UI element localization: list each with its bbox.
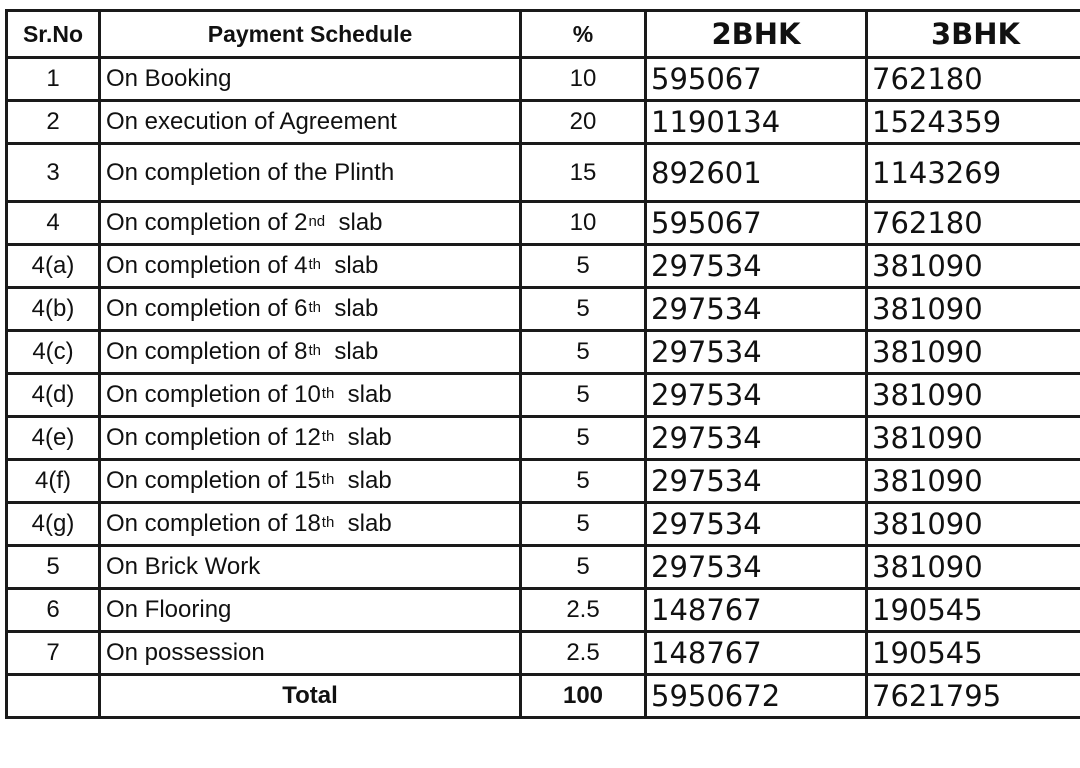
row-percent: 5 xyxy=(521,288,646,331)
schedule-suffix: slab xyxy=(347,510,392,537)
ordinal-suffix: nd xyxy=(308,213,326,230)
header-srno: Sr.No xyxy=(7,11,100,58)
row-2bhk-amount: 297534 xyxy=(646,288,867,331)
row-srno: 5 xyxy=(7,546,100,589)
schedule-text: On completion of 10 xyxy=(106,381,321,408)
table-row xyxy=(7,589,1080,632)
row-3bhk-amount: 1143269 xyxy=(867,144,1080,202)
ordinal-suffix: th xyxy=(321,514,335,531)
total-2bhk: 5950672 xyxy=(646,675,867,718)
total-srno-cell xyxy=(7,675,100,718)
row-srno: 4 xyxy=(7,202,100,245)
row-srno: 4(f) xyxy=(7,460,100,503)
schedule-text: On Brick Work xyxy=(106,553,261,580)
row-3bhk-amount: 190545 xyxy=(867,589,1080,632)
row-payment-schedule xyxy=(100,101,521,144)
schedule-suffix: slab xyxy=(338,209,383,236)
schedule-text: On completion of the Plinth xyxy=(106,158,395,186)
table-row xyxy=(7,58,1080,101)
table-row xyxy=(7,374,1080,417)
header-percent: % xyxy=(521,11,646,58)
row-payment-schedule xyxy=(100,58,521,101)
row-percent: 2.5 xyxy=(521,632,646,675)
table-row xyxy=(7,546,1080,589)
schedule-text: On Flooring xyxy=(106,596,232,623)
table-row xyxy=(7,288,1080,331)
row-percent: 5 xyxy=(521,460,646,503)
row-3bhk-amount: 381090 xyxy=(867,460,1080,503)
table-row xyxy=(7,331,1080,374)
row-payment-schedule xyxy=(100,546,521,589)
table-row xyxy=(7,503,1080,546)
ordinal-suffix: th xyxy=(308,342,321,359)
ordinal-suffix: th xyxy=(321,428,335,445)
row-srno: 4(e) xyxy=(7,417,100,460)
table-footer xyxy=(7,675,1080,718)
schedule-text: On execution of Agreement xyxy=(106,108,397,135)
row-percent: 5 xyxy=(521,503,646,546)
row-percent: 5 xyxy=(521,374,646,417)
schedule-suffix: slab xyxy=(334,295,379,322)
table-row xyxy=(7,632,1080,675)
schedule-text: On completion of 18 xyxy=(106,510,321,537)
header-3bhk: 3BHK xyxy=(867,11,1080,58)
row-percent: 5 xyxy=(521,245,646,288)
row-srno: 2 xyxy=(7,101,100,144)
schedule-text: On completion of 2 xyxy=(106,209,308,236)
payment-schedule-table xyxy=(5,9,1080,719)
table-row xyxy=(7,144,1080,202)
row-payment-schedule xyxy=(100,632,521,675)
row-payment-schedule xyxy=(100,503,521,546)
table-row xyxy=(7,417,1080,460)
header-row xyxy=(7,11,1080,58)
row-2bhk-amount: 595067 xyxy=(646,202,867,245)
table-row xyxy=(7,460,1080,503)
row-payment-schedule xyxy=(100,589,521,632)
table-body xyxy=(7,58,1080,675)
row-payment-schedule xyxy=(100,417,521,460)
row-payment-schedule xyxy=(100,288,521,331)
table-row xyxy=(7,101,1080,144)
header-2bhk: 2BHK xyxy=(646,11,867,58)
row-2bhk-amount: 297534 xyxy=(646,460,867,503)
ordinal-suffix: th xyxy=(308,299,321,316)
ordinal-suffix: th xyxy=(321,471,335,488)
row-3bhk-amount: 381090 xyxy=(867,417,1080,460)
total-percent: 100 xyxy=(521,675,646,718)
total-3bhk: 7621795 xyxy=(867,675,1080,718)
total-label: Total xyxy=(100,675,521,718)
row-2bhk-amount: 297534 xyxy=(646,245,867,288)
row-percent: 5 xyxy=(521,546,646,589)
row-percent: 20 xyxy=(521,101,646,144)
row-percent: 2.5 xyxy=(521,589,646,632)
table-row xyxy=(7,245,1080,288)
row-percent: 10 xyxy=(521,202,646,245)
row-3bhk-amount: 1524359 xyxy=(867,101,1080,144)
total-row xyxy=(7,675,1080,718)
row-3bhk-amount: 762180 xyxy=(867,202,1080,245)
row-srno: 7 xyxy=(7,632,100,675)
row-2bhk-amount: 1190134 xyxy=(646,101,867,144)
schedule-text: On possession xyxy=(106,639,265,666)
row-3bhk-amount: 381090 xyxy=(867,503,1080,546)
row-srno: 1 xyxy=(7,58,100,101)
row-2bhk-amount: 148767 xyxy=(646,589,867,632)
schedule-suffix: slab xyxy=(347,467,392,494)
row-srno: 6 xyxy=(7,589,100,632)
row-srno: 4(g) xyxy=(7,503,100,546)
schedule-text: On completion of 6 xyxy=(106,295,308,322)
row-2bhk-amount: 297534 xyxy=(646,546,867,589)
schedule-text: On completion of 15 xyxy=(106,467,321,494)
schedule-suffix: slab xyxy=(334,338,379,365)
row-3bhk-amount: 381090 xyxy=(867,374,1080,417)
row-3bhk-amount: 381090 xyxy=(867,331,1080,374)
row-srno: 4(b) xyxy=(7,288,100,331)
schedule-suffix: slab xyxy=(347,381,392,408)
row-2bhk-amount: 595067 xyxy=(646,58,867,101)
row-3bhk-amount: 381090 xyxy=(867,546,1080,589)
row-2bhk-amount: 148767 xyxy=(646,632,867,675)
row-srno: 4(d) xyxy=(7,374,100,417)
ordinal-suffix: th xyxy=(308,256,321,273)
row-2bhk-amount: 297534 xyxy=(646,374,867,417)
schedule-suffix: slab xyxy=(334,252,379,279)
row-srno: 4(a) xyxy=(7,245,100,288)
row-percent: 5 xyxy=(521,417,646,460)
row-payment-schedule xyxy=(100,144,521,202)
schedule-text: On Booking xyxy=(106,65,232,92)
schedule-text: On completion of 4 xyxy=(106,252,308,279)
row-payment-schedule xyxy=(100,245,521,288)
row-percent: 5 xyxy=(521,331,646,374)
row-payment-schedule xyxy=(100,202,521,245)
row-srno: 3 xyxy=(7,144,100,202)
row-payment-schedule xyxy=(100,331,521,374)
row-payment-schedule xyxy=(100,460,521,503)
row-srno: 4(c) xyxy=(7,331,100,374)
schedule-text: On completion of 8 xyxy=(106,338,308,365)
row-payment-schedule xyxy=(100,374,521,417)
row-3bhk-amount: 381090 xyxy=(867,245,1080,288)
header-payment-schedule: Payment Schedule xyxy=(100,11,521,58)
table-header xyxy=(7,11,1080,58)
row-percent: 15 xyxy=(521,144,646,202)
row-percent: 10 xyxy=(521,58,646,101)
schedule-suffix: slab xyxy=(347,424,392,451)
row-3bhk-amount: 381090 xyxy=(867,288,1080,331)
row-2bhk-amount: 297534 xyxy=(646,417,867,460)
row-2bhk-amount: 297534 xyxy=(646,503,867,546)
table-row xyxy=(7,202,1080,245)
row-2bhk-amount: 297534 xyxy=(646,331,867,374)
ordinal-suffix: th xyxy=(321,385,335,402)
row-3bhk-amount: 762180 xyxy=(867,58,1080,101)
row-3bhk-amount: 190545 xyxy=(867,632,1080,675)
schedule-text: On completion of 12 xyxy=(106,424,321,451)
row-2bhk-amount: 892601 xyxy=(646,144,867,202)
